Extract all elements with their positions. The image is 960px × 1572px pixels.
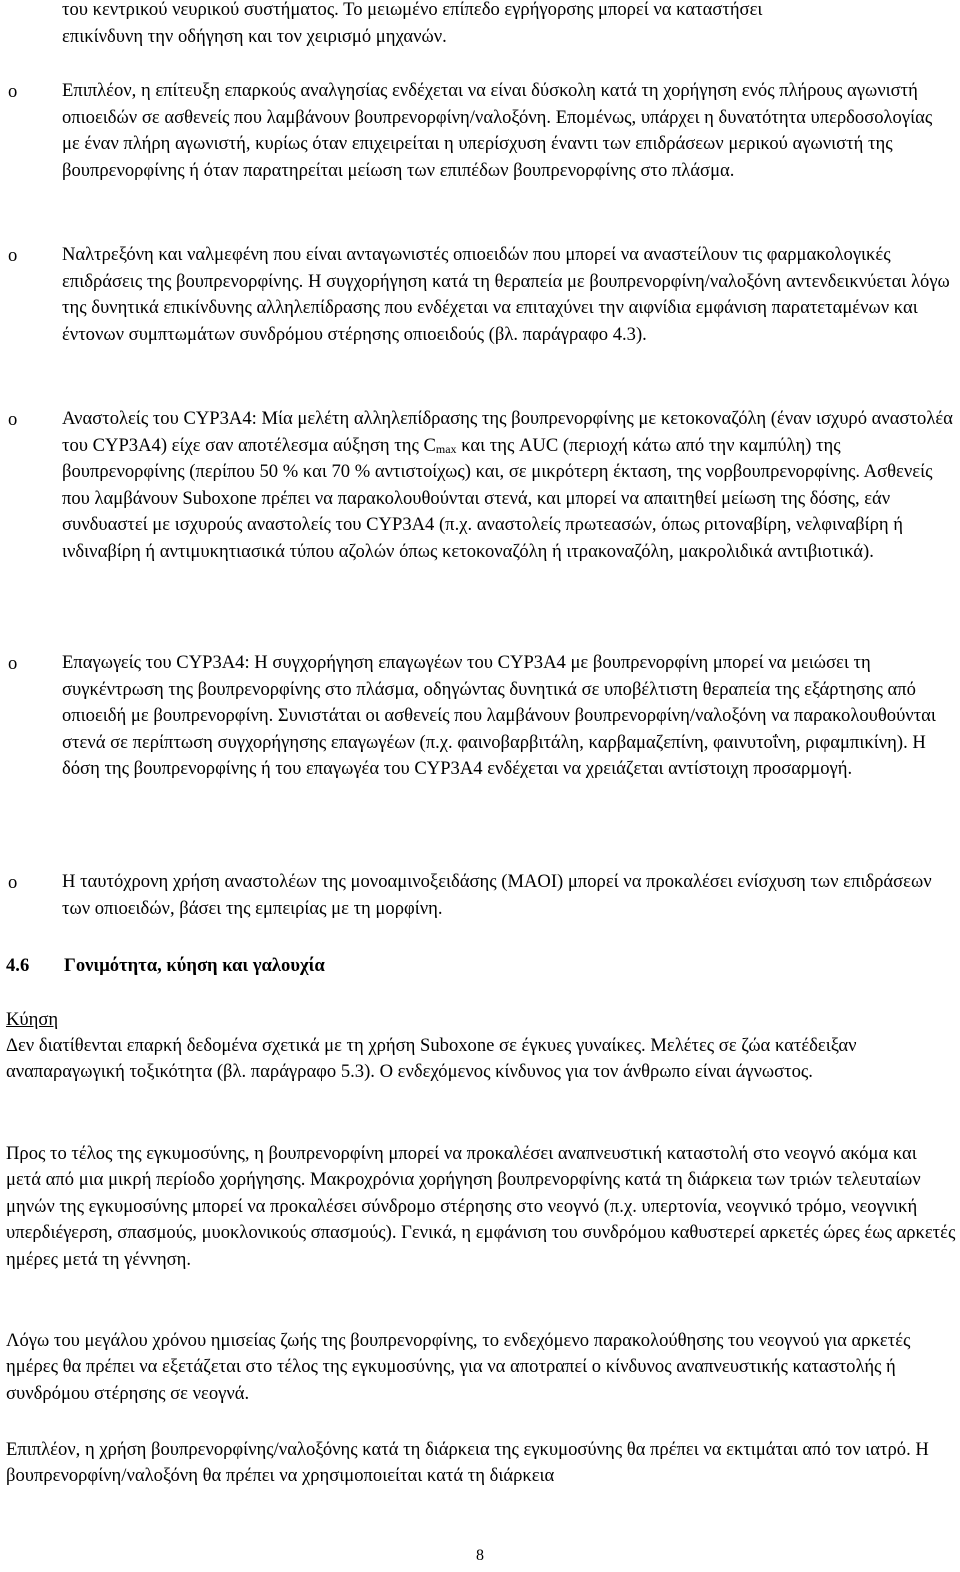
paragraph-1: Δεν διατίθενται επαρκή δεδομένα σχετικά με τη χρήση Suboxone σε έγκυες γυναίκες. Μελέτες σε ζώα κατέδειξαν αναπαραγωγική τοξικότητα (βλ. παράγραφο 5.3). Ο ενδεχόμενος κίνδυνος για τον άνθρωπο είναι άγνωστος. — [6, 1035, 857, 1083]
bullet-marker: o — [8, 653, 18, 674]
bullet-marker: o — [8, 81, 18, 102]
cyp-inhibitors-text-b: και της AUC (περιοχή κάτω από την καμπύλη) της βουπρενορφίνης (περίπου 50 % και 70 % αντιστοίχως) και, σε μικρότερη έκταση, της νορβουπρενορφίνης. Ασθενείς που λαμβάνουν Suboxone πρέπει να παρακολουθούνται στενά, και μπορεί να απαιτηθεί μείωση της δόσης, εάν συνδυαστεί με ισχυρούς αναστολείς του CYP3A4 (π.χ. αναστολείς πρωτεασών, όπως ριτοναβίρη, νελφιναβίρη ή ινδιναβίρη ή αντιμυκητιασικά τύπου αζολών όπως κετοκοναζόλη ή ιτρακοναζόλη, μακρολιδικά αντιβιοτικά). — [62, 434, 933, 562]
intro-line-2: επικίνδυνη την οδήγηση και τον χειρισμό μηχανών. — [62, 26, 447, 47]
subheading-pregnancy: Κύηση — [6, 1009, 59, 1030]
list-item-maoi: Η ταυτόχρονη χρήση αναστολέων της μονοαμινοξειδάσης (MAOI) μπορεί να προκαλέσει ενίσχυση των επιδράσεων των οπιοειδών, βάσει της εμπειρίας με τη μορφίνη. — [62, 871, 932, 919]
section-title: Γονιμότητα, κύηση και γαλουχία — [64, 955, 325, 976]
intro-line-1: του κεντρικού νευρικού συστήματος. Το μειωμένο επίπεδο εγρήγορσης μπορεί να καταστήσει — [62, 0, 763, 20]
section-number: 4.6 — [6, 955, 30, 976]
agonist-text-b: Επομένως, υπάρχει η δυνατότητα υπερδοσολογίας με έναν πλήρη αγωνιστή, κυρίως όταν επιχειρείται η υπερίσχυση έναντι των επιδράσεων μερικού αγωνιστή της βουπρενορφίνης ή όταν παρατηρείται μείωση των επιπέδων βουπρενορφίνης στο πλάσμα. — [62, 106, 933, 181]
page-number: 8 — [476, 1547, 484, 1564]
agonist-text-a: Επιπλέον, η επίτευξη επαρκούς αναλγησίας ενδέχεται να είναι δύσκολη κατά τη χορήγηση ενός πλήρους αγωνιστή οπιοειδών σε ασθενείς που λαμβάνουν βουπρενορφίνη/ναλοξόνη. — [62, 80, 918, 128]
paragraph-2: Προς το τέλος της εγκυμοσύνης, η βουπρενορφίνη μπορεί να προκαλέσει αναπνευστική καταστολή στο νεογνό ακόμα και μετά από μια μικρή περίοδο χορήγησης. Μακροχρόνια χορήγηση βουπρενορφίνης κατά τη διάρκεια των τριών τελευταίων μηνών της εγκυμοσύνης μπορεί να προκαλέσει σύνδρομο στέρησης στο νεογνό (π.χ. υπερτονία, νεογνικό τρόμο, νεογνική υπερδιέγερση, σπασμούς, μυοκλονικούς σπασμούς). Γενικά, η εμφάνιση του συνδρόμου καθυστερεί αρκετές ώρες έως αρκετές ημέρες μετά τη γέννηση. — [6, 1143, 956, 1270]
bullet-marker: o — [8, 409, 18, 430]
paragraph-3: Λόγω του μεγάλου χρόνου ημισείας ζωής της βουπρενορφίνης, το ενδεχόμενο παρακολούθησης του νεογνού για αρκετές ημέρες θα πρέπει να εξετάζεται στο τέλος της εγκυμοσύνης, για να αποτραπεί ο κίνδυνος αναπνευστικής καταστολής ή συνδρόμου στέρησης σε νεογνά. — [6, 1330, 911, 1404]
bullet-marker: o — [8, 872, 18, 893]
paragraph-4: Επιπλέον, η χρήση βουπρενορφίνης/ναλοξόνης κατά τη διάρκεια της εγκυμοσύνης θα πρέπει να εκτιμάται από τον ιατρό. Η βουπρενορφίνη/ναλοξόνη θα πρέπει να χρησιμοποιείται κατά τη διάρκεια — [6, 1439, 929, 1487]
cmax-subscript: max — [435, 441, 457, 456]
list-item-cyp-inhibitors — [62, 406, 954, 566]
section-heading — [6, 952, 325, 979]
list-item-cyp-inducers: Επαγωγείς του CYP3A4: Η συγχορήγηση επαγωγέων του CYP3A4 με βουπρενορφίνη μπορεί να μειώσει τη συγκέντρωση της βουπρενορφίνης στο πλάσμα, οδηγώντας δυνητικά σε υποβέλτιστη θεραπεία της εξάρτησης από οπιοειδή με βουπρενορφίνη. Συνιστάται οι ασθενείς που λαμβάνουν βουπρενορφίνη/ναλοξόνη να παρακολουθούνται στενά σε περίπτωση συγχορήγησης επαγωγέων (π.χ. φαινοβαρβιτάλη, καρβαμαζεπίνη, φαινυτοΐνη, ριφαμπικίνη). Η δόση της βουπρενορφίνης ή του επαγωγέα του CYP3A4 ενδέχεται να χρειάζεται αντίστοιχη προσαρμογή. — [62, 652, 936, 780]
cyp-inhibitors-text-a: Αναστολείς του CYP3A4: Μία μελέτη αλληλεπίδρασης της βουπρενορφίνης με κετοκοναζόλη (έναν ισχυρό αναστολέα του CYP3A4) είχε σαν αποτέλεσμα αύξηση της C — [62, 408, 953, 456]
list-item-agonist — [62, 78, 954, 184]
bullet-marker: o — [8, 245, 18, 266]
list-item-naltrexone: Ναλτρεξόνη και ναλμεφένη που είναι ανταγωνιστές οπιοειδών που μπορεί να αναστείλουν τις φαρμακολογικές επιδράσεις της βουπρενορφίνης. Η συγχορήγηση κατά τη θεραπεία με βουπρενορφίνη/ναλοξόνη αντενδεικνύεται λόγω της δυνητικά επικίνδυνης αλληλεπίδρασης που ενδέχεται να επιταχύνει την αιφνίδια εμφάνιση παρατεταμένων και έντονων συμπτωμάτων συνδρόμου στέρησης οπιοειδούς (βλ. παράγραφο 4.3). — [62, 244, 950, 345]
